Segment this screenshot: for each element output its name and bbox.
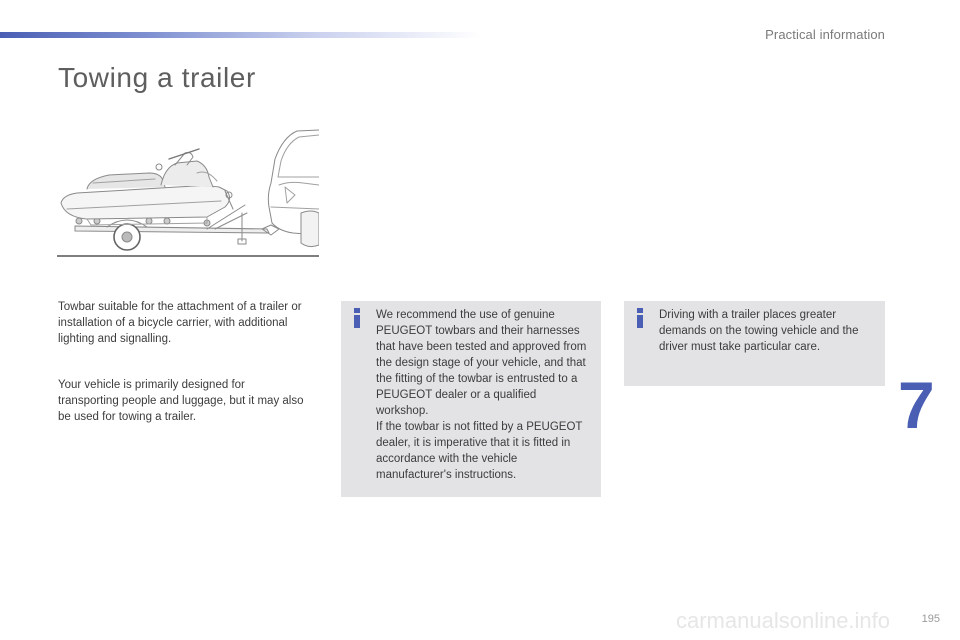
info-box-text: If the towbar is not fitted by a PEUGEOT dealer, it is imperative that it is fitted in accordance with the vehicle manufacturer's instructions. (376, 421, 583, 481)
info-box-text: Driving with a trailer places greater demands on the towing vehicle and the driver must take particular care. (659, 309, 859, 353)
trailer-towing-illustration (57, 125, 319, 260)
vehicle-usage-note: Your vehicle is primarily designed for transporting people and luggage, but it may also be used for towing a trailer. (58, 379, 304, 423)
info-box-genuine-towbars (341, 301, 601, 497)
page-title: Towing a trailer (58, 62, 256, 93)
section-title: Practical information (765, 27, 885, 42)
header-accent-bar (0, 32, 480, 38)
chapter-number: 7 (898, 368, 935, 442)
info-icon (351, 308, 363, 328)
info-icon (634, 308, 646, 328)
info-box-driving-care (624, 301, 885, 386)
watermark: carmanualsonline.info (676, 608, 891, 633)
towbar-description: Towbar suitable for the attachment of a trailer or installation of a bicycle carrier, with additional lighting and signalling. (58, 301, 302, 345)
page-number: 195 (921, 613, 940, 625)
info-box-text: We recommend the use of genuine PEUGEOT towbars and their harnesses that have been tested and approved from the design stage of your vehicle, and that the fitting of the towbar is entrusted to a PEUGEOT dealer or a qualified workshop. (376, 309, 587, 417)
